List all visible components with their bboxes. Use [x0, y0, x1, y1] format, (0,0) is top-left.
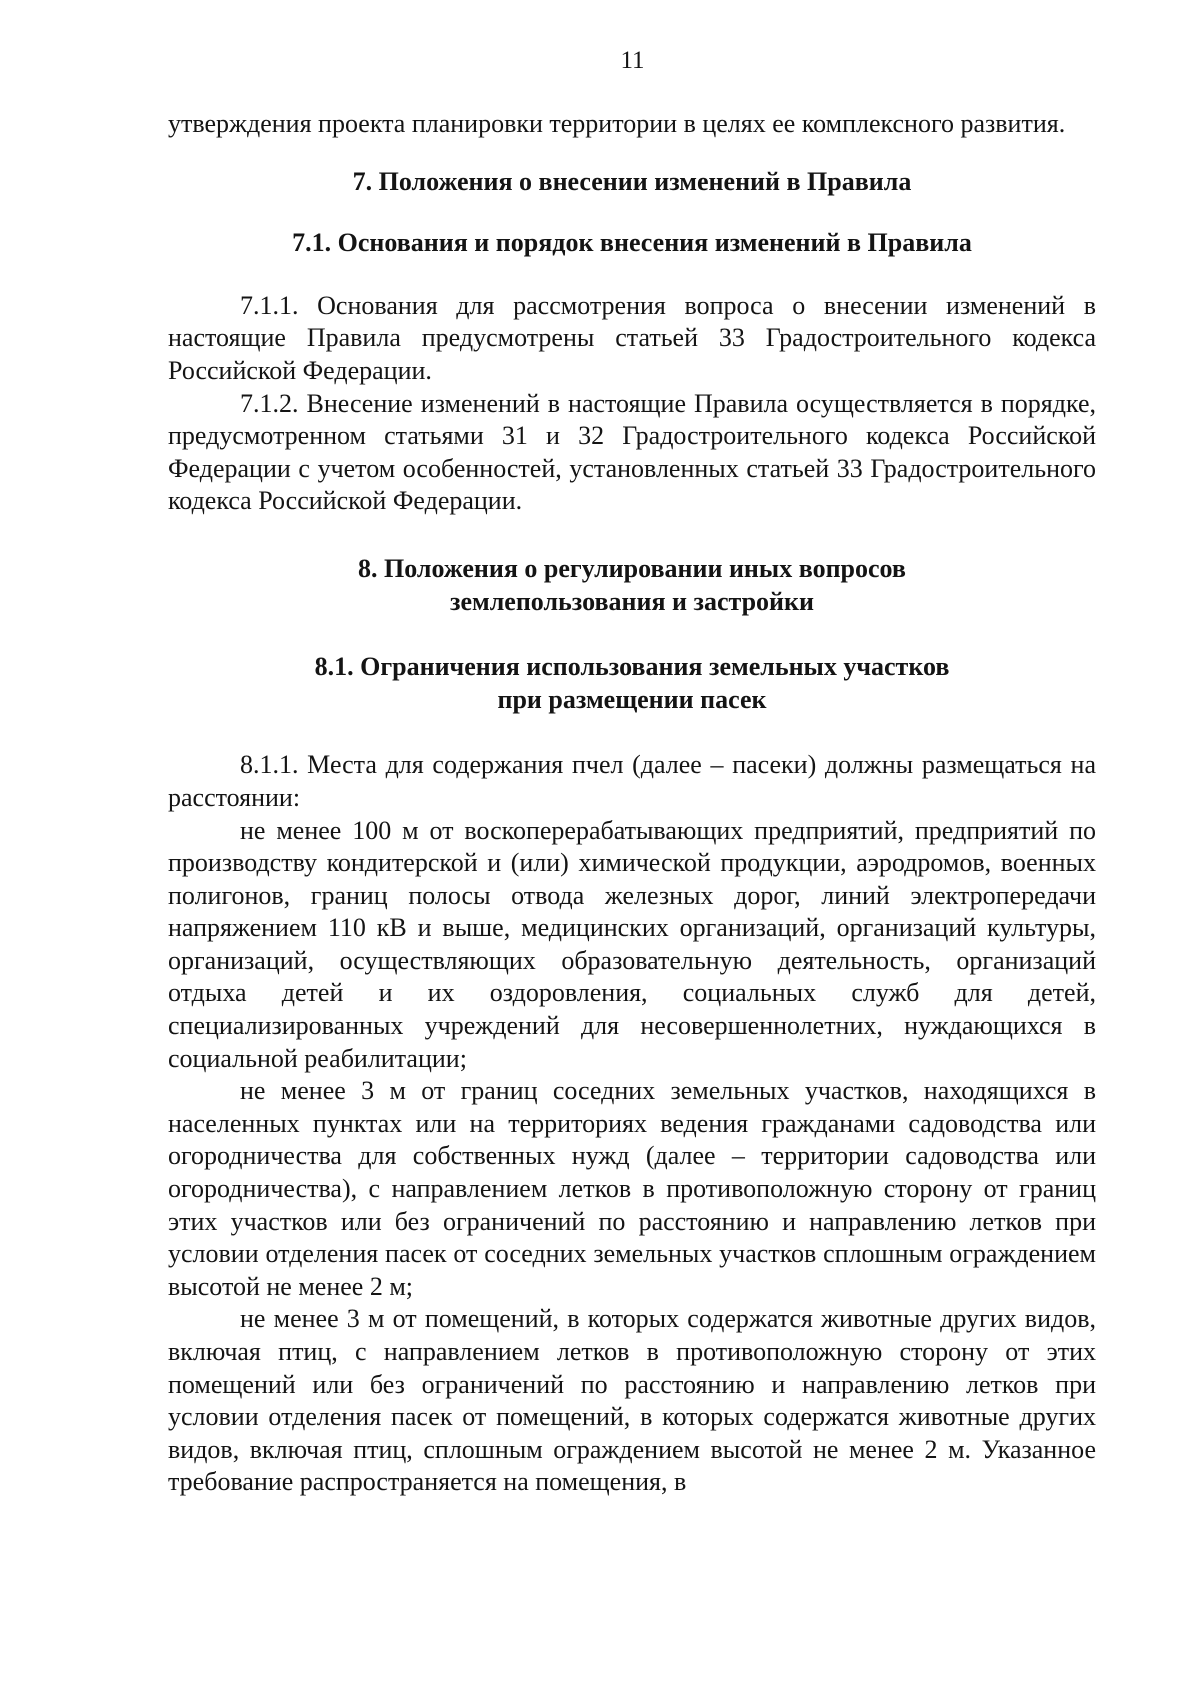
paragraph-8-1-1: 8.1.1. Места для содержания пчел (далее – пасеки) должны размещаться на расстоянии: — [168, 750, 1096, 812]
paragraph-distance-3m-premises: не менее 3 м от помещений, в которых содержатся животные других видов, включая птиц, с направлением летков в противоположную сторону от этих помещений или без ограничений по расстоянию и направлению летков при условии отделения пасек от помещений, в которых содержатся животные других видов, включая птиц, сплошным ограждением высотой не менее 2 м. Указанное требование распространяется на помещения, в — [168, 1304, 1096, 1497]
section-7-1-heading: 7.1. Основания и порядок внесения изменений в Правила — [292, 228, 972, 258]
paragraph-7-1-2: 7.1.2. Внесение изменений в настоящие Правила осуществляется в порядке, предусмотренном статьями 31 и 32 Градостроительного кодекса Российской Федерации с учетом особенностей, установленных статьей 33 Градостроительного кодекса Российской Федерации. — [168, 388, 1096, 516]
paragraph-distance-3m-land-plots: не менее 3 м от границ соседних земельных участков, находящихся в населенных пунктах или на территориях ведения гражданами садоводства или огородничества для собственных нужд (далее – территории садоводства или огородничества), с направлением летков в противоположную сторону от границ этих участков или без ограничений по расстоянию и направлению летков при условии отделения пасек от соседних земельных участков сплошным ограждением высотой не менее 2 м; — [168, 1076, 1096, 1301]
section-8-heading — [168, 553, 1096, 618]
section-8-heading-line-1: 8. Положения о регулировании иных вопросов — [358, 553, 906, 583]
section-8-1-heading-line-1: 8.1. Ограничения использования земельных участков — [314, 652, 950, 682]
document-body — [168, 108, 1096, 1499]
intro-paragraph: утверждения проекта планировки территории в целях ее комплексного развития. — [168, 109, 1066, 138]
section-8-heading-line-2: землепользования и застройки — [450, 586, 814, 616]
paragraph-7-1-1: 7.1.1. Основания для рассмотрения вопроса о внесении изменений в настоящие Правила предусмотрены статьей 33 Градостроительного кодекса Российской Федерации. — [168, 290, 1096, 385]
page-number: 11 — [620, 47, 645, 74]
section-8-1-heading-line-2: при размещении пасек — [497, 684, 767, 714]
paragraph-distance-100m: не менее 100 м от воскоперерабатывающих предприятий, предприятий по производству кондитерской и (или) химической продукции, аэродромов, военных полигонов, границ полосы отвода железных дорог, линий электропередачи напряжением 110 кВ и выше, медицинских организаций, организаций культуры, организаций, осуществляющих образовательную деятельность, организаций отдыха детей и их оздоровления, социальных служб для детей, специализированных учреждений для несовершеннолетних, нуждающихся в социальной реабилитации; — [168, 815, 1096, 1073]
section-8-1-heading — [168, 651, 1096, 716]
section-7-heading: 7. Положения о внесении изменений в Правила — [352, 166, 912, 196]
